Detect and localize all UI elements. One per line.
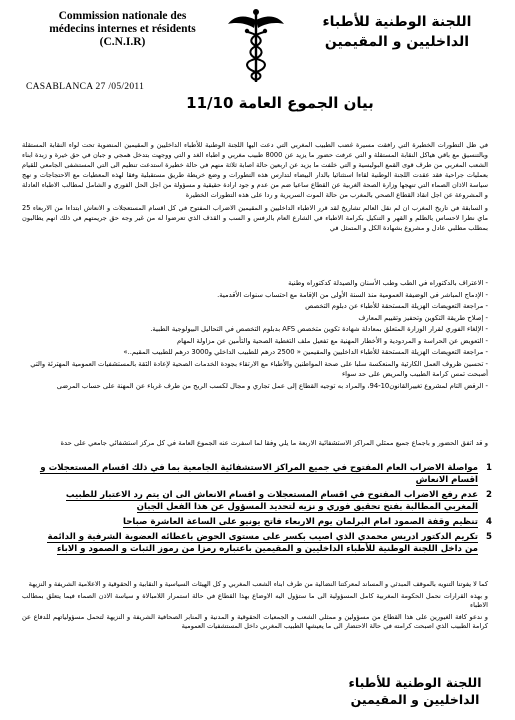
demand-item: - مراجعة التعويضات الهزيلة المستحقة للأطباء الداخليين والمقيمين « 2500 درهم للطبيب الداخلي و3000 درهم للطبيب المقيم..» <box>22 347 488 358</box>
demand-item: - الإدماج المباشر في الوضيفة العمومية منذ السنة الأولى من الإقامة مع احتساب سنوات الأقدمية. <box>22 290 488 301</box>
demands-list <box>22 278 488 392</box>
demand-item: - الاعتراف بالدكتوراه في الطب وطب الأسنان والصيدلة كدكتوراه وطنية <box>22 278 488 289</box>
resolution-item <box>40 531 492 555</box>
signature-line: الداخليين و المقيمين <box>350 692 480 707</box>
header-right-line: الداخليين و المقيمين <box>324 34 470 50</box>
resolution-number: 1 <box>486 463 492 473</box>
resolution-text: مواصلة الاضراب العام المفتوح في جميع المراكز الاستشفائية الجامعية بما في ذلك اقسام المستعجلات و اقسام الانعاش <box>40 463 478 485</box>
demand-item: - التعويض عن الحراسة و المردودية و الأخطار المهنية مع تفعيل ملف التغطية الصحية والتأمين عن مزاولة المهام <box>22 336 488 347</box>
resolution-item <box>40 462 492 486</box>
header-left-line: (C.N.I.R) <box>99 36 146 48</box>
demand-item: - إصلاح طريقة التكوين وتحفيز وتقييم المعارف <box>22 313 488 324</box>
resolution-number: 5 <box>486 532 492 542</box>
header-left <box>40 10 205 49</box>
header-right <box>317 12 477 52</box>
caduceus-icon <box>226 6 286 86</box>
document-date: CASABLANCA 27 /05/2011 <box>26 82 145 92</box>
header-left-line: Commission nationale des <box>58 10 187 22</box>
demand-item: - تحسين ظروف العمل الكارثية والمنعكسة سلبا على صحة المواطنين والأطباء مع الارتقاء بجودة الخدمات الصحية لإعادة الثقة بالمستشفيات العمومية المهترئة والتي أصبحت تمس كرامة الطبيب والمريض على حد سواء <box>22 359 488 380</box>
header-right-line: اللجنة الوطنية للأطباء <box>322 14 472 30</box>
intro-section <box>22 140 488 236</box>
resolution-text: تكريم الدكتور ادريس محمدي الذي اصيب بكسر على مستوى الحوض باعطائه العضوية الشرفية و الدائمة من داخل اللجنة الوطنية للأطباء الداخليين و المقيمين باعتباره رمزا من رموز الثبات و الصمود و الاباء <box>47 532 478 554</box>
decision-intro: و قد اتفق الحضور و باجماع جميع ممثلي المراكز الاستشفائية الاربعة ما يلي وفقا لما اسفرت عنه الجموع العامة في كل مركز استشفائي جامعي على حدة <box>60 439 488 447</box>
header-left-line: médecins internes et résidents <box>49 23 196 35</box>
resolution-number: 4 <box>486 517 492 527</box>
signature-block <box>330 674 500 708</box>
signature-line: اللجنة الوطنية للأطباء <box>348 675 482 690</box>
demand-item: - الرفض التام لمشروع تغييرالقانون10-94، والمراد به توجيه القطاع إلى عمل تجاري و مجال لكسب الربح من طرف غرباء عن المهنة على حساب المرضى <box>22 381 488 392</box>
document-title: بيان الجموع العامة 11/10 <box>186 94 374 112</box>
resolution-text: عدم رفع الاضراب المفتوح في اقسام المستعجلات و اقسام الانعاش الى ان يتم رد الاعتبار للطبيب المغربي المطالبة بفتح تحقيق فوري و نزيه لتحديد المسؤول عن هذا الفعل الجبان <box>65 490 478 512</box>
resolution-text: تنظيم وقفة الصمود امام البرلمان يوم الاربعاء فاتح يونيو على الساعة العاشرة صباحا <box>123 517 478 527</box>
closing-section <box>22 580 488 634</box>
demand-item: - مراجعة التعويضات الهزيلة المستحقة للأطباء عن دبلوم التخصص <box>22 301 488 312</box>
closing-paragraph: و ندعو كافة الغيورين على هذا القطاع من مسؤولين و ممثلي الشعب و الجمعيات الحقوقية و المدنية و المنابر الصحافية الشريفة و النزيهة لتحمل مسؤولياتهم للدفاع عن كرامة الطبيب الذي اصبحت كرامته في حالة الاحتضار الى ما يعيشها الطبيب المغربي داخل المستشفيات العمومية <box>22 612 488 630</box>
resolution-item <box>40 516 492 528</box>
intro-paragraph: في ظل التطورات الخطيرة التي رافقت مسيرة غضب الطبيب المغربي التي دعت اليها اللجنة الوطنية للأطباء الداخليين و المقيمين المنضوية تحت لواء النقابة المستقلة وبالتنسيق مع باقي هياكل النقابة المستقلة و التي عرفت حضور ما يزيد عن 8000 طبيب مغربي و اطباء الغد و التي ووجهت بتدخل همجي و جبان في حق خيرة و زبدة ابناء الشعب المغربي من طرف قوى القمع البوليسية و التي خلفت ما يزيد عن اربعين حالة اصابة ثلاثة منهم في حالة خطيرة استدعت تنظيم الى التي المستشفى الجامعي للقيام بعمليات جراحية فقد عقدت اللجنة الوطنية لقاءا استثنائيا بالدار البيضاء لتدارس هذه التطورات و وضع خريطة طريق مستقبلية وفقا لهذه المعطيات مع الاحتجاجات و نهج سياسة الاذان الصماء التي تنهجها وزارة الصحة الغربية عن القطاع ساعيا ضم من عدم و جود ارادة حقيقية و مسؤولة من اجل الحل الفوري و الشامل لمطالب الاطباء العادلة و المشروعة عن اجل انقاذ القطاع الصحي بالمغرب من حالة الموت السريرية و ردا على هذه التطورات الخطيرة <box>22 141 488 199</box>
resolution-item <box>40 489 492 513</box>
demand-item: - الإلغاء الفوري لقرار الوزارة المتعلق بمعادلة شهادة تكوين متخصص AFS بدبلوم التخصص في التحاليل البيولوجية الطبية. <box>22 324 488 335</box>
resolutions-list <box>40 462 492 558</box>
closing-paragraph: و بهذه القرارات نحمل الحكومة المغربية كامل المسؤولية الى ما ستؤول اليه الاوضاع بهذا القطاع في حالة استمرار اللامبالاة و سياسة الاذن الصماء فيما يتعلق بمطالب الاطباء <box>22 591 488 609</box>
closing-paragraph: كما لا يفوتنا التنويه بالموقف المبدئي و المساند لمعركتنا النضالية من طرف ابناء الشعب المغربي و كل الهيئات السياسية و النقابية و الحقوقية و الاعلامية الشريفة و النزيهة <box>28 580 488 588</box>
resolution-number: 2 <box>486 490 492 500</box>
intro-paragraph: و السابقة في تاريخ المغرب ان لم نقل العالم تشاريخ لقد قرر الاطباء الداخليين و المقيمين الاضراب المفتوح في كل اقسام المستعجلات و الانعاش ابتداءا من الاربعاء 25 ماي نظرا لاحساس بالظلم و القهر و التنكيل بكرامة الاطباء في الشارع العام بالرفس و السب و القذف الذي تعرضوا له من غير وجه حق جريمتهم في ذلك انهم يطالبون بمطلب مطلبي عادل و مشروع بشهادة الكل و المتمثل في <box>22 204 488 232</box>
